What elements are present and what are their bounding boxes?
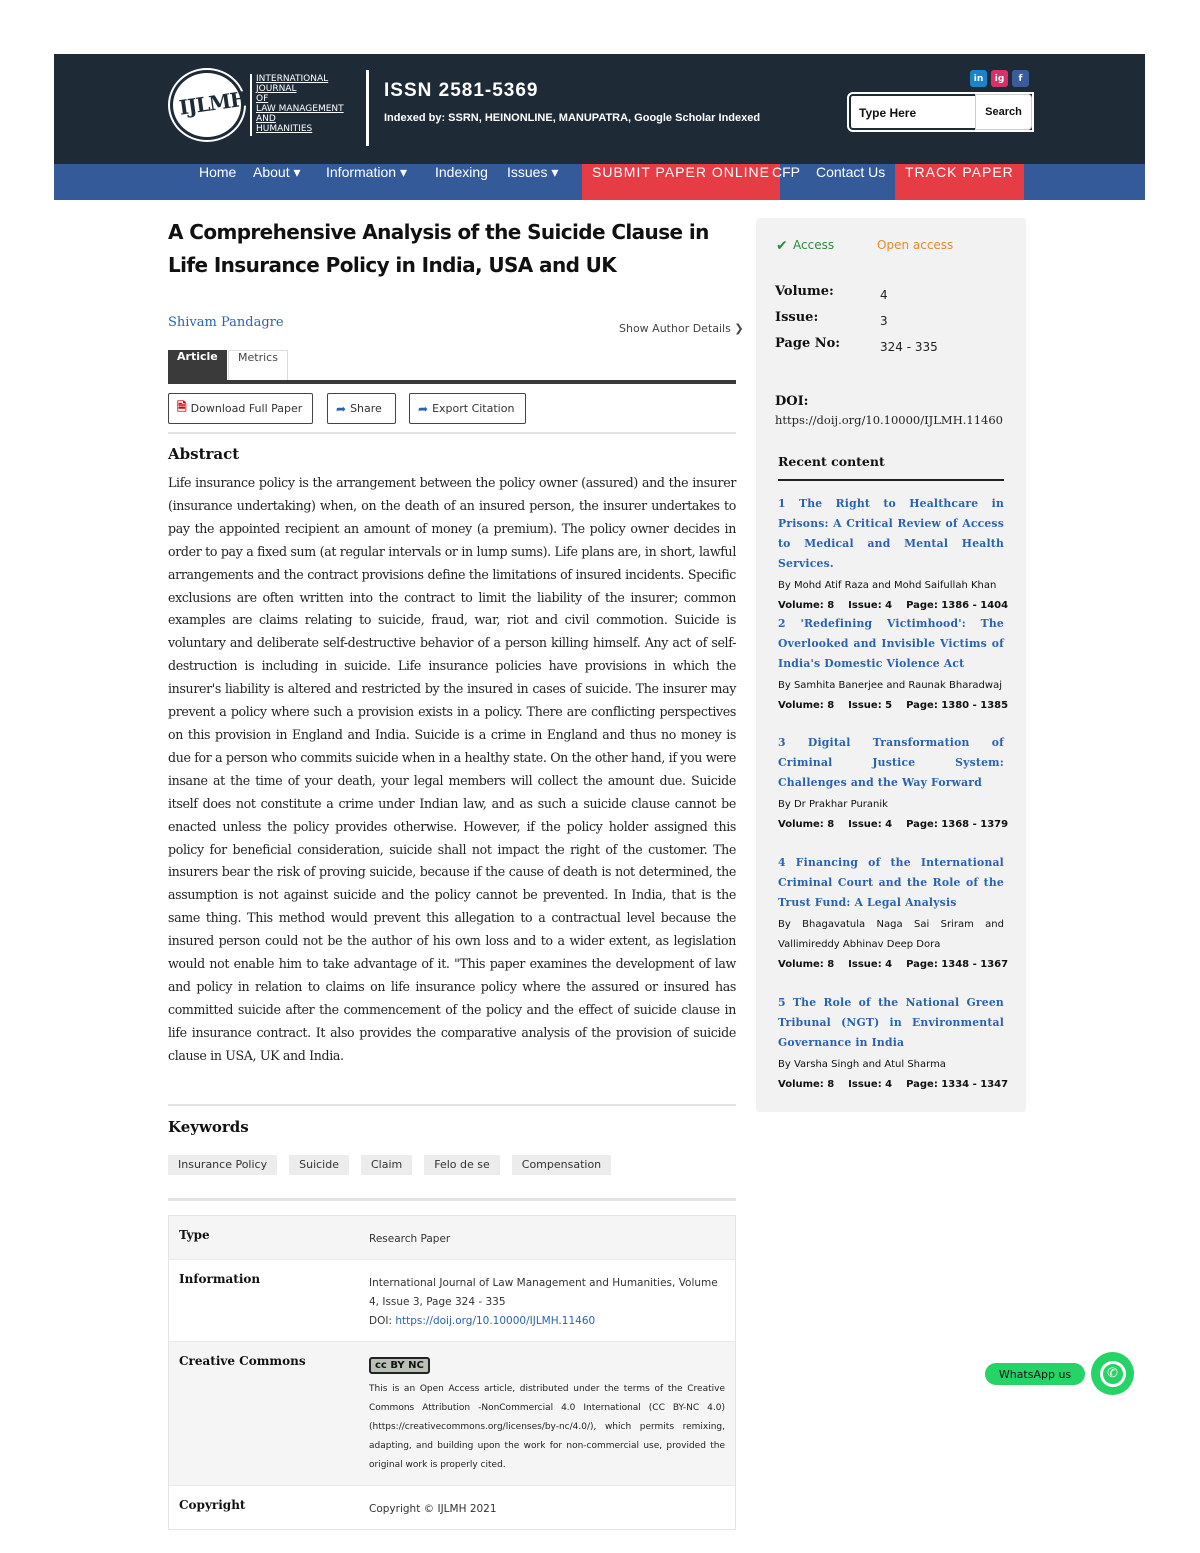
pdf-icon: 🗎: [177, 400, 187, 414]
access-value: Open access: [877, 238, 954, 252]
show-author-details[interactable]: Show Author Details ❯: [619, 322, 744, 335]
nav-home[interactable]: Home: [199, 164, 237, 180]
nav-contact[interactable]: Contact Us: [816, 164, 886, 180]
logo-emblem: IJLMH: [170, 70, 244, 140]
linkedin-icon[interactable]: in: [970, 70, 987, 87]
recent-item: 2 'Redefining Victimhood': The Overlooked and Invisible Victims of India's Domestic Violence Act By Samhita Banerjee and Raunak Bharadwaj Volume: 8 Issue: 5 Page: 1380 - 1385: [778, 614, 1004, 716]
export-citation-button[interactable]: ➦ Export Citation: [409, 393, 526, 424]
divider: [168, 1198, 736, 1201]
issue-value: 3: [880, 314, 888, 328]
chevron-down-icon: ▾: [293, 164, 301, 180]
issue-label: Issue:: [775, 310, 819, 325]
recent-item-title[interactable]: 3 Digital Transformation of Criminal Justice System: Challenges and the Way Forward: [778, 736, 1004, 789]
divider: [168, 432, 736, 434]
keyword-tag[interactable]: Compensation: [512, 1155, 611, 1175]
info-row-information: Information International Journal of Law Management and Humanities, Volume 4, Issue 3, Page 324 - 335 DOI: https://doij.org/10.10000/IJLMH.11460: [169, 1259, 735, 1341]
site-header: [54, 54, 1145, 164]
recent-item: 1 The Right to Healthcare in Prisons: A Critical Review of Access to Medical and Mental Health Services. By Mohd Atif Raza and Mohd Saifullah Khan Volume: 8 Issue: 4 Page: 1386 - 1404: [778, 494, 1004, 616]
info-row-creative-commons: Creative Commons cc BY NC This is an Open Access article, distributed under the terms of the Creative Commons Attribution -NonCommercial 4.0 International (CC BY-NC 4.0) (https://creativecommons.org/licenses/by-nc/4.0/), which permits remixing, adapting, and building upon the work for non-commercial use, provided the original work is properly cited.: [169, 1341, 735, 1485]
nav-submit-paper[interactable]: SUBMIT PAPER ONLINE: [582, 164, 780, 200]
access-label: Access: [793, 238, 835, 252]
article-title: A Comprehensive Analysis of the Suicide Clause in Life Insurance Policy in India, USA and UK: [168, 220, 709, 277]
share-button[interactable]: ➦ Share: [327, 393, 396, 424]
nav-indexing[interactable]: Indexing: [435, 164, 488, 180]
recent-item: 3 Digital Transformation of Criminal Justice System: Challenges and the Way Forward By Dr Prakhar Puranik Volume: 8 Issue: 4 Page: 1368 - 1379: [778, 733, 1004, 835]
nav-track-paper[interactable]: TRACK PAPER: [895, 164, 1024, 200]
divider: [168, 1104, 736, 1106]
check-circle-icon: ✔: [776, 238, 788, 254]
nav-about[interactable]: About ▾: [253, 164, 301, 180]
info-row-copyright: Copyright Copyright © IJLMH 2021: [169, 1485, 735, 1529]
nav-cfp[interactable]: CFP: [772, 164, 800, 180]
whatsapp-button[interactable]: [1091, 1352, 1134, 1395]
chevron-down-icon: ❯: [734, 322, 744, 335]
keyword-tag[interactable]: Felo de se: [424, 1155, 500, 1175]
doi-value[interactable]: https://doij.org/10.10000/IJLMH.11460: [775, 413, 1003, 427]
keyword-tag[interactable]: Claim: [361, 1155, 412, 1175]
keyword-tag[interactable]: Insurance Policy: [168, 1155, 277, 1175]
abstract-text: Life insurance policy is the arrangement between the policy owner (assured) and the insurer (insurance undertaking) when, on the death of an insured person, the insurer undertakes to pay the appointed recipient an amount of money (a premium). The policy owner decides in order to pay a fixed sum (at regular intervals or in lump sums). Life plans are, in short, lawful arrangements and the contract provisions define the limitations of insured incidents. Specific exclusions are often written into the contract to limit the liability of the insurer; common examples are claims relating to suicide, fraud, war, riot and civil commotion. Suicide is voluntary and deliberate self-destructive behavior of a person killing himself. Any act of self-destruction is including in suicide. Life insurance policies have provisions in which the insurer's liability is altered and restricted by the insured in cases of suicide. The insurer may prevent a policy where such a provision exists in a policy. There are conflicting perspectives on this provision in England and India. Suicide is a crime in England and thus no money is due for a person who commits suicide when in a healthy state. On the other hand, if you were insane at the time of your death, your legal members will collect the amount due. Suicide itself does not constitute a crime under Indian law, and as such a suicide clause cannot be enacted unless the policy provides otherwise. However, if the policy holder assigned this policy for beneficial consideration, suicide shall not impact the right of the customer. The insurers bear the risk of proving suicide, because if the cause of death is not determined, the assumption is not against suicide and the policy cannot be prevented. In India, that is the same thing. This method would prevent this allegation to a contractual level because the insured person could not be the author of his own loss and to a wider extent, as legislation would not enable him to take advantage of it. "This paper examines the development of law and policy in relation to claims on life insurance policy where the assured or insured has committed suicide after the commencement of the policy and the effect of suicide clause in life insurance contract. It also provides the comparative analysis of the provision of suicide clause in USA, UK and India.: [168, 475, 737, 1063]
recent-item-title[interactable]: 5 The Role of the National Green Tribunal (NGT) in Environmental Governance in India: [778, 996, 1004, 1049]
article-tabs: [168, 350, 736, 384]
doi-label: DOI:: [775, 394, 809, 409]
share-icon: ➦: [336, 401, 347, 416]
issn-label: ISSN 2581-5369: [384, 80, 539, 101]
recent-item: 4 Financing of the International Criminal Court and the Role of the Trust Fund: A Legal Analysis By Bhagavatula Naga Sai Sriram and Vallimireddy Abhinav Deep Dora Volume: 8 Issue: 4 Page: 1348 - 1367: [778, 853, 1004, 975]
article-sidebar: [756, 218, 1026, 1112]
tab-article[interactable]: Article: [168, 350, 227, 380]
author-link[interactable]: Shivam Pandagre: [168, 315, 284, 330]
search-button[interactable]: Search: [975, 94, 1032, 130]
main-nav: [54, 164, 1145, 200]
abstract-heading: Abstract: [168, 445, 240, 463]
tab-metrics[interactable]: Metrics: [228, 350, 288, 380]
whatsapp-icon: ✆: [1100, 1361, 1126, 1387]
keyword-tag[interactable]: Suicide: [289, 1155, 349, 1175]
recent-content-heading: Recent content: [778, 454, 1004, 481]
export-icon: ➦: [418, 401, 429, 416]
page-label: Page No:: [775, 336, 841, 351]
page-value: 324 - 335: [880, 340, 938, 354]
volume-label: Volume:: [775, 284, 834, 299]
cc-license-badge[interactable]: cc BY NC: [369, 1357, 430, 1374]
doi-link[interactable]: https://doij.org/10.10000/IJLMH.11460: [395, 1315, 596, 1327]
logo-text: INTERNATIONAL JOURNAL OF LAW MANAGEMENT AND HUMANITIES: [250, 74, 346, 136]
download-full-paper-button[interactable]: 🗎 Download Full Paper: [168, 393, 313, 424]
whatsapp-label[interactable]: WhatsApp us: [985, 1363, 1085, 1385]
recent-item-title[interactable]: 2 'Redefining Victimhood': The Overlooked and Invisible Victims of India's Domestic Violence Act: [778, 617, 1004, 670]
recent-item-title[interactable]: 1 The Right to Healthcare in Prisons: A Critical Review of Access to Medical and Mental Health Services.: [778, 497, 1004, 570]
chevron-down-icon: ▾: [551, 164, 559, 180]
keyword-list: [168, 1155, 611, 1175]
nav-information[interactable]: Information ▾: [326, 164, 407, 180]
facebook-icon[interactable]: f: [1012, 70, 1029, 87]
recent-item-title[interactable]: 4 Financing of the International Criminal Court and the Role of the Trust Fund: A Legal Analysis: [778, 856, 1004, 909]
journal-logo[interactable]: [170, 70, 348, 140]
header-divider: [366, 70, 369, 146]
nav-issues[interactable]: Issues ▾: [507, 164, 559, 180]
instagram-icon[interactable]: ig: [991, 70, 1008, 87]
indexed-by-label: Indexed by: SSRN, HEINONLINE, MANUPATRA, Google Scholar Indexed: [384, 112, 761, 124]
search-input[interactable]: Type Here: [849, 94, 1032, 130]
info-row-type: Type Research Paper: [169, 1216, 735, 1259]
recent-item: 5 The Role of the National Green Tribunal (NGT) in Environmental Governance in India By Varsha Singh and Atul Sharma Volume: 8 Issue: 4 Page: 1334 - 1347: [778, 993, 1004, 1095]
social-links: [970, 70, 1029, 87]
cc-license-text: This is an Open Access article, distributed under the terms of the Creative Commons Attribution -NonCommercial 4.0 International (CC BY-NC 4.0) (https://creativecommons.org/licenses/by-nc/4.0/), which permits remixing, adapting, and building upon the work for non-commercial use, provided the original work is properly cited.: [369, 1384, 725, 1470]
chevron-down-icon: ▾: [399, 164, 407, 180]
volume-value: 4: [880, 288, 888, 302]
keywords-heading: Keywords: [168, 1118, 249, 1136]
article-info-table: [168, 1215, 736, 1530]
